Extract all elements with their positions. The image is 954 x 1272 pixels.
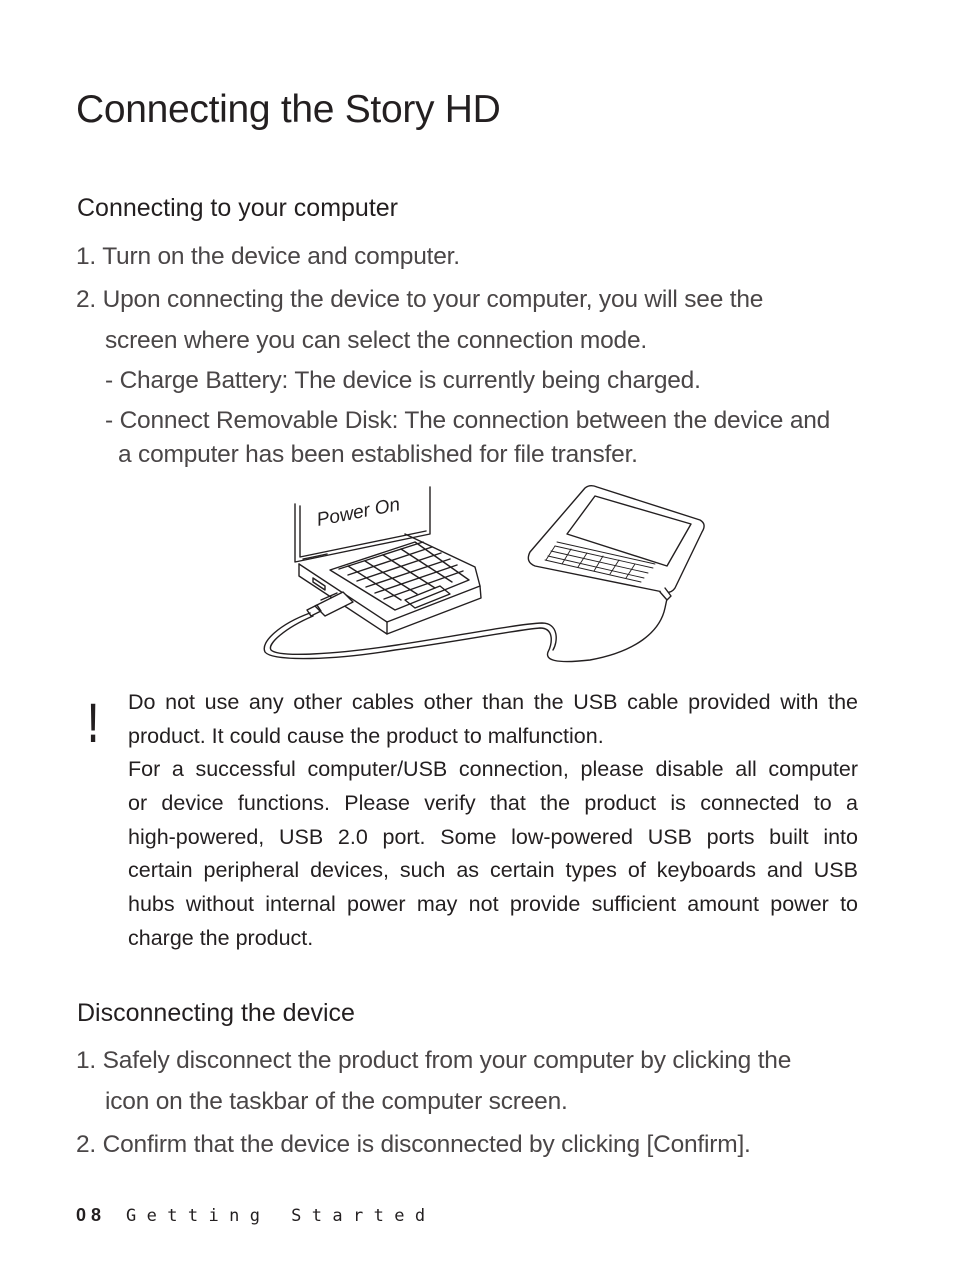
footer-section-label: Getting Started [126,1206,436,1226]
section-heading-disconnecting: Disconnecting the device [77,999,355,1027]
note-line-4: or device functions. Please verify that the product is connected to a [128,791,858,815]
connect-step-2-line-2: screen where you can select the connection mode. [105,327,647,354]
connect-option-charge: - Charge Battery: The device is currently being charged. [105,367,701,394]
page-number: 08 [76,1205,107,1225]
note-line-6: certain peripheral devices, such as certain types of keyboards and USB [128,858,858,882]
connect-option-disk-line-1: - Connect Removable Disk: The connection between the device and [105,407,831,434]
note-line-8: charge the product. [128,926,314,950]
note-line-7: hubs without internal power may not provide sufficient amount power to [128,892,858,916]
warning-icon: ! [88,691,99,754]
disconnect-step-2: 2. Confirm that the device is disconnected by clicking [Confirm]. [76,1131,751,1158]
laptop-screen-label: Power On [314,494,402,531]
section-heading-connecting: Connecting to your computer [77,194,399,222]
usb-plug-icon [307,592,353,616]
disconnect-step-1-line-2: icon on the taskbar of the computer screen. [105,1088,568,1115]
note-line-3: For a successful computer/USB connection, please disable all computer [128,757,858,781]
ereader-device-icon [528,486,704,600]
note-line-1: Do not use any other cables other than the USB cable provided with the [128,690,858,714]
disconnect-step-1-line-1: 1. Safely disconnect the product from your computer by clicking the [76,1047,792,1074]
note-line-2: product. It could cause the product to malfunction. [128,724,604,748]
page-title: Connecting the Story HD [76,88,501,131]
connect-option-disk-line-2: a computer has been established for file transfer. [118,441,638,468]
usb-connection-illustration [255,482,755,667]
connect-step-1: 1. Turn on the device and computer. [76,243,460,270]
note-line-5: high-powered, USB 2.0 port. Some low-powered USB ports built into [128,825,858,849]
connect-step-2-line-1: 2. Upon connecting the device to your computer, you will see the [76,286,764,313]
